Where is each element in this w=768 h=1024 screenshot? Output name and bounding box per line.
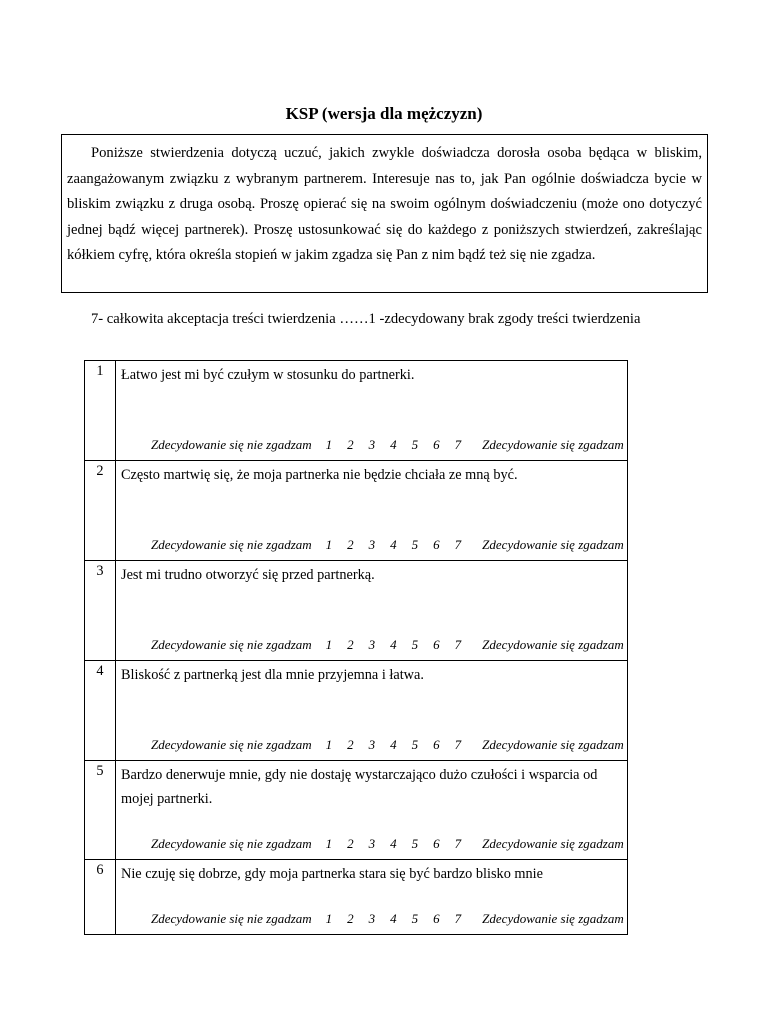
- scale-option[interactable]: 7: [454, 911, 462, 926]
- questionnaire-table: [84, 360, 628, 935]
- item-cell: [116, 461, 628, 561]
- scale-option[interactable]: 1: [325, 537, 333, 552]
- table-row: [85, 761, 628, 860]
- scale-option[interactable]: 6: [433, 737, 440, 752]
- item-statement: Łatwo jest mi być czułym w stosunku do partnerki.: [121, 367, 415, 383]
- scale-option[interactable]: 2: [347, 836, 354, 851]
- scale-right-label: Zdecydowanie się zgadzam: [482, 437, 624, 452]
- scale-numbers: [326, 836, 477, 852]
- rating-scale: [151, 437, 624, 453]
- instructions-box: [61, 134, 708, 293]
- item-cell: [116, 661, 628, 761]
- scale-option[interactable]: 3: [368, 537, 376, 552]
- item-statement: Nie czuję się dobrze, gdy moja partnerka stara się być bardzo blisko mnie: [121, 866, 544, 882]
- item-number: 3: [85, 561, 116, 661]
- scale-option[interactable]: 1: [325, 836, 333, 851]
- scale-option[interactable]: 5: [411, 911, 419, 926]
- scale-right-label: Zdecydowanie się zgadzam: [482, 637, 624, 652]
- rating-scale: [151, 537, 624, 553]
- item-number: 5: [85, 761, 116, 860]
- scale-option[interactable]: 7: [454, 737, 462, 752]
- scale-note: 7- całkowita akceptacja treści twierdzenia ……1 -zdecydowany brak zgody treści twierdzenia: [91, 311, 641, 327]
- scale-option[interactable]: 1: [325, 437, 333, 452]
- table-row: [85, 860, 628, 935]
- rating-scale: [151, 737, 624, 753]
- scale-option[interactable]: 7: [454, 437, 462, 452]
- scale-option[interactable]: 5: [411, 737, 419, 752]
- scale-option[interactable]: 4: [390, 836, 397, 851]
- item-number: 2: [85, 461, 116, 561]
- scale-option[interactable]: 4: [390, 537, 397, 552]
- scale-option[interactable]: 3: [368, 737, 376, 752]
- scale-option[interactable]: 5: [411, 637, 419, 652]
- scale-option[interactable]: 2: [347, 637, 354, 652]
- scale-option[interactable]: 2: [347, 911, 354, 926]
- scale-option[interactable]: 6: [433, 911, 440, 926]
- scale-left-label: Zdecydowanie się nie zgadzam: [151, 911, 312, 926]
- item-statement: Bardzo denerwuje mnie, gdy nie dostaję wystarczająco dużo czułości i wsparcia od mojej partnerki.: [121, 767, 598, 807]
- scale-option[interactable]: 6: [433, 537, 440, 552]
- instructions-text: Poniższe stwierdzenia dotyczą uczuć, jakich zwykle doświadcza dorosła osoba będąca w bliskim, zaangażowanym związku z wybranym partnerem. Interesuje nas to, jak Pan ogólnie doświadcza bycie w bliskim związku z druga osobą. Proszę opierać się na swoim ogólnym doświadczeniu (może ono dotyczyć jednej bądź więcej partnerek). Proszę ustosunkować się do każdego z poniższych stwierdzeń, zakreślając kółkiem cyfrę, która określa stopień w jakim zgadza się Pan z nim bądź też się nie zgadza.: [67, 145, 702, 263]
- scale-option[interactable]: 3: [368, 836, 376, 851]
- scale-option[interactable]: 2: [347, 537, 354, 552]
- scale-numbers: [326, 911, 477, 927]
- item-statement: Często martwię się, że moja partnerka nie będzie chciała ze mną być.: [121, 467, 518, 483]
- scale-numbers: [326, 437, 477, 453]
- scale-option[interactable]: 4: [390, 737, 397, 752]
- scale-left-label: Zdecydowanie się nie zgadzam: [151, 637, 312, 652]
- scale-option[interactable]: 3: [368, 911, 376, 926]
- rating-scale: [151, 637, 624, 653]
- scale-option[interactable]: 7: [454, 637, 462, 652]
- item-statement: Bliskość z partnerką jest dla mnie przyjemna i łatwa.: [121, 667, 424, 683]
- item-cell: [116, 761, 628, 860]
- document-title: KSP (wersja dla mężczyzn): [285, 104, 483, 123]
- table-row: [85, 661, 628, 761]
- scale-option[interactable]: 2: [347, 737, 354, 752]
- scale-right-label: Zdecydowanie się zgadzam: [482, 911, 624, 926]
- scale-right-label: Zdecydowanie się zgadzam: [482, 737, 624, 752]
- scale-option[interactable]: 7: [454, 836, 462, 851]
- item-number: 4: [85, 661, 116, 761]
- scale-option[interactable]: 5: [411, 836, 419, 851]
- scale-option[interactable]: 5: [411, 437, 419, 452]
- item-number: 1: [85, 361, 116, 461]
- table-row: [85, 361, 628, 461]
- scale-option[interactable]: 7: [454, 537, 462, 552]
- scale-option[interactable]: 4: [390, 911, 397, 926]
- scale-option[interactable]: 1: [325, 911, 333, 926]
- table-row: [85, 461, 628, 561]
- scale-option[interactable]: 6: [433, 437, 440, 452]
- item-cell: [116, 561, 628, 661]
- item-number: 6: [85, 860, 116, 935]
- scale-option[interactable]: 3: [368, 437, 376, 452]
- scale-option[interactable]: 4: [390, 437, 397, 452]
- scale-numbers: [326, 637, 477, 653]
- scale-left-label: Zdecydowanie się nie zgadzam: [151, 737, 312, 752]
- table-row: [85, 561, 628, 661]
- scale-option[interactable]: 1: [325, 737, 333, 752]
- scale-right-label: Zdecydowanie się zgadzam: [482, 537, 624, 552]
- scale-option[interactable]: 5: [411, 537, 419, 552]
- scale-option[interactable]: 3: [368, 637, 376, 652]
- scale-right-label: Zdecydowanie się zgadzam: [482, 836, 624, 851]
- scale-option[interactable]: 2: [347, 437, 354, 452]
- rating-scale: [151, 911, 624, 927]
- scale-option[interactable]: 6: [433, 836, 440, 851]
- scale-option[interactable]: 1: [325, 637, 333, 652]
- scale-left-label: Zdecydowanie się nie zgadzam: [151, 437, 312, 452]
- rating-scale: [151, 836, 624, 852]
- scale-left-label: Zdecydowanie się nie zgadzam: [151, 836, 312, 851]
- scale-numbers: [326, 537, 477, 553]
- item-cell: [116, 361, 628, 461]
- scale-numbers: [326, 737, 477, 753]
- scale-left-label: Zdecydowanie się nie zgadzam: [151, 537, 312, 552]
- scale-option[interactable]: 4: [390, 637, 397, 652]
- scale-option[interactable]: 6: [433, 637, 440, 652]
- item-cell: [116, 860, 628, 935]
- item-statement: Jest mi trudno otworzyć się przed partnerką.: [121, 567, 375, 583]
